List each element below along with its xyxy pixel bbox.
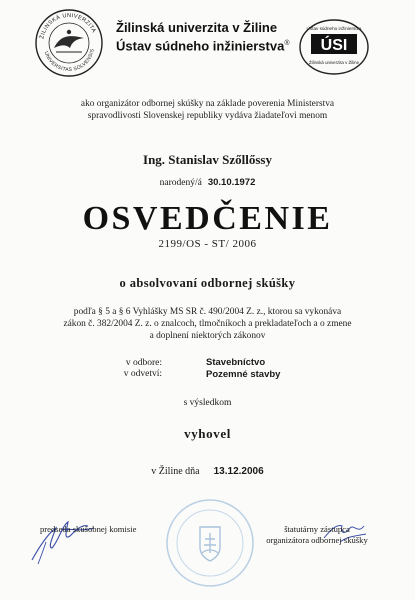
- issue-date: 13.12.2006: [213, 466, 264, 477]
- legal-basis: [0, 306, 415, 342]
- place-label: v Žiline dňa: [151, 466, 200, 477]
- university-seal-icon: [34, 8, 104, 78]
- svg-text:ŽILINSKÁ UNIVERZITA: ŽILINSKÁ UNIVERZITA: [39, 12, 97, 40]
- intro-line: ako organizátor odbornej skúšky na základe poverenia Ministerstva: [80, 99, 335, 109]
- certificate-number: 2199/OS - ST/ 2006: [158, 238, 257, 250]
- usi-logo-icon: [298, 17, 370, 77]
- legal-line: podľa § 5 a § 6 Vyhlášky MS SR č. 490/2004 Z. z., ktorou sa vykonáva: [73, 307, 342, 317]
- institute-name: Ústav súdneho inžinierstva®: [116, 38, 290, 54]
- left-signature-icon: [22, 502, 108, 570]
- certificate-title: OSVEDČENIE: [82, 200, 333, 237]
- odvetvi-value: Pozemné stavby: [206, 369, 281, 380]
- odbor-label: v odbore:: [125, 358, 162, 368]
- birth-label: narodený/á: [159, 178, 202, 188]
- university-name: Žilinská univerzita v Žiline: [116, 20, 278, 35]
- birth-date: 30.10.1972: [207, 177, 256, 188]
- legal-line: zákon č. 382/2004 Z. z. o znalcoch, tlmočníkoch a prekladateľoch a o zmene: [63, 319, 352, 329]
- birth-line: [0, 177, 415, 188]
- intro-text: [0, 98, 415, 122]
- right-signatory-line: organizátora odbornej skúšky: [266, 535, 368, 545]
- intro-line: spravodlivosti Slovenskej republiky vydáva žiadateľovi menom: [87, 111, 328, 121]
- exam-subject: o absolvovaní odbornej skúšky: [119, 276, 296, 290]
- svg-text:Ústav súdneho inžinierstva: Ústav súdneho inžinierstva: [306, 26, 362, 31]
- legal-line: a doplnení niektorých zákonov: [149, 331, 266, 341]
- odbor-value: Stavebníctvo: [206, 357, 266, 368]
- issue-place-date: [0, 466, 415, 477]
- official-stamp-icon: [164, 497, 256, 589]
- svg-text:ÚSI: ÚSI: [320, 37, 348, 54]
- svg-text:Žilinská univerzita v Žiline: Žilinská univerzita v Žiline: [308, 60, 360, 65]
- right-signatory-line: štatutárny zástupca: [284, 524, 350, 534]
- holder-name: Ing. Stanislav Szőllőssy: [143, 152, 272, 167]
- registered-mark: ®: [284, 40, 290, 47]
- header-title: [116, 20, 290, 54]
- odvetvi-label: v odvetví:: [123, 369, 162, 379]
- left-signatory-label: predseda skúšobnej komisie: [40, 524, 137, 534]
- result-label: s výsledkom: [183, 398, 232, 408]
- result-value: vyhovel: [184, 426, 231, 441]
- right-signatory-label: [254, 524, 380, 546]
- svg-text:UNIVERSITAS SOLVENSIS: UNIVERSITAS SOLVENSIS: [42, 48, 96, 74]
